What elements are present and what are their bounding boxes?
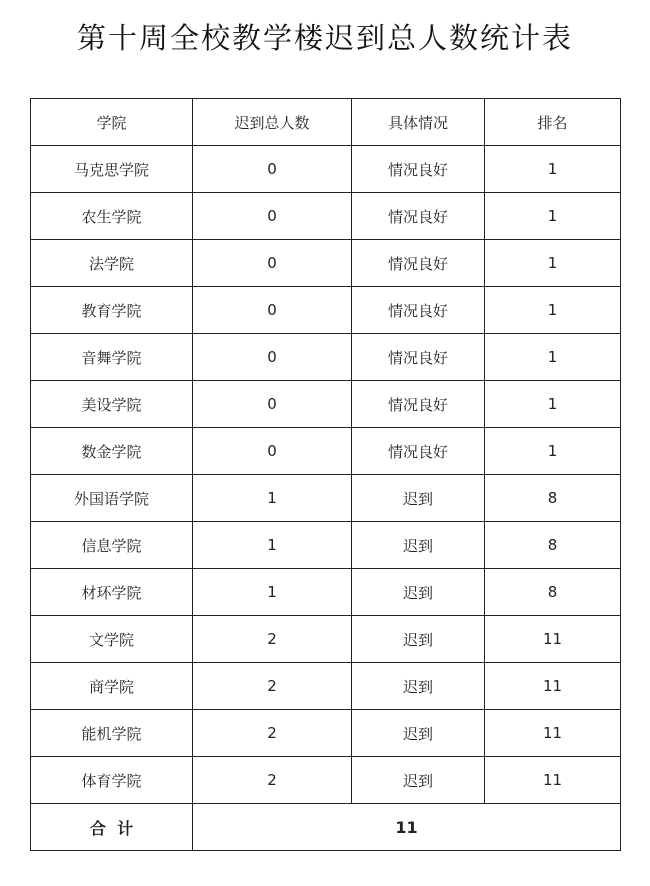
total-row: [31, 804, 621, 851]
table-row: [31, 334, 621, 381]
cell-details: 情况良好: [352, 334, 485, 381]
table-row: [31, 663, 621, 710]
table-row: [31, 146, 621, 193]
cell-late-count: 0: [193, 146, 352, 193]
cell-details: 迟到: [352, 569, 485, 616]
cell-late-count: 0: [193, 428, 352, 475]
cell-college: 外国语学院: [31, 475, 193, 522]
cell-rank: 1: [485, 428, 621, 475]
table-row: [31, 522, 621, 569]
table-header-row: [31, 99, 621, 146]
cell-college: 法学院: [31, 240, 193, 287]
page-title: 第十周全校教学楼迟到总人数统计表: [76, 21, 573, 55]
table-row: [31, 428, 621, 475]
cell-college: 教育学院: [31, 287, 193, 334]
cell-rank: 1: [485, 193, 621, 240]
table-row: [31, 240, 621, 287]
cell-late-count: 2: [193, 663, 352, 710]
cell-rank: 11: [485, 616, 621, 663]
cell-details: 情况良好: [352, 146, 485, 193]
cell-college: 商学院: [31, 663, 193, 710]
table-row: [31, 569, 621, 616]
cell-late-count: 0: [193, 193, 352, 240]
table-row: [31, 710, 621, 757]
cell-rank: 11: [485, 710, 621, 757]
attendance-table: [30, 98, 621, 851]
cell-rank: 1: [485, 334, 621, 381]
cell-college: 马克思学院: [31, 146, 193, 193]
cell-details: 迟到: [352, 475, 485, 522]
cell-college: 音舞学院: [31, 334, 193, 381]
cell-college: 能机学院: [31, 710, 193, 757]
cell-college: 农生学院: [31, 193, 193, 240]
header-details: 具体情况: [352, 99, 485, 146]
cell-details: 情况良好: [352, 381, 485, 428]
cell-late-count: 2: [193, 710, 352, 757]
table-row: [31, 381, 621, 428]
cell-late-count: 2: [193, 616, 352, 663]
cell-details: 情况良好: [352, 193, 485, 240]
cell-late-count: 0: [193, 287, 352, 334]
cell-details: 迟到: [352, 757, 485, 804]
cell-rank: 1: [485, 381, 621, 428]
cell-details: 迟到: [352, 522, 485, 569]
cell-details: 情况良好: [352, 428, 485, 475]
cell-college: 美设学院: [31, 381, 193, 428]
cell-college: 数金学院: [31, 428, 193, 475]
header-rank: 排名: [485, 99, 621, 146]
total-value: 11: [193, 804, 621, 851]
cell-late-count: 1: [193, 522, 352, 569]
cell-details: 情况良好: [352, 240, 485, 287]
header-late-count: 迟到总人数: [193, 99, 352, 146]
cell-details: 迟到: [352, 710, 485, 757]
cell-late-count: 0: [193, 381, 352, 428]
table-row: [31, 193, 621, 240]
total-label: 合 计: [31, 804, 193, 851]
cell-late-count: 0: [193, 240, 352, 287]
cell-college: 文学院: [31, 616, 193, 663]
cell-late-count: 2: [193, 757, 352, 804]
cell-late-count: 1: [193, 475, 352, 522]
table-row: [31, 475, 621, 522]
cell-rank: 8: [485, 522, 621, 569]
cell-rank: 1: [485, 146, 621, 193]
cell-rank: 11: [485, 663, 621, 710]
cell-late-count: 1: [193, 569, 352, 616]
header-college: 学院: [31, 99, 193, 146]
cell-rank: 1: [485, 287, 621, 334]
cell-college: 信息学院: [31, 522, 193, 569]
table-row: [31, 757, 621, 804]
cell-college: 体育学院: [31, 757, 193, 804]
cell-rank: 8: [485, 569, 621, 616]
table-row: [31, 287, 621, 334]
table-row: [31, 616, 621, 663]
cell-late-count: 0: [193, 334, 352, 381]
table-body: [31, 146, 621, 804]
cell-rank: 11: [485, 757, 621, 804]
cell-rank: 8: [485, 475, 621, 522]
cell-details: 情况良好: [352, 287, 485, 334]
cell-details: 迟到: [352, 663, 485, 710]
cell-details: 迟到: [352, 616, 485, 663]
cell-rank: 1: [485, 240, 621, 287]
cell-college: 材环学院: [31, 569, 193, 616]
